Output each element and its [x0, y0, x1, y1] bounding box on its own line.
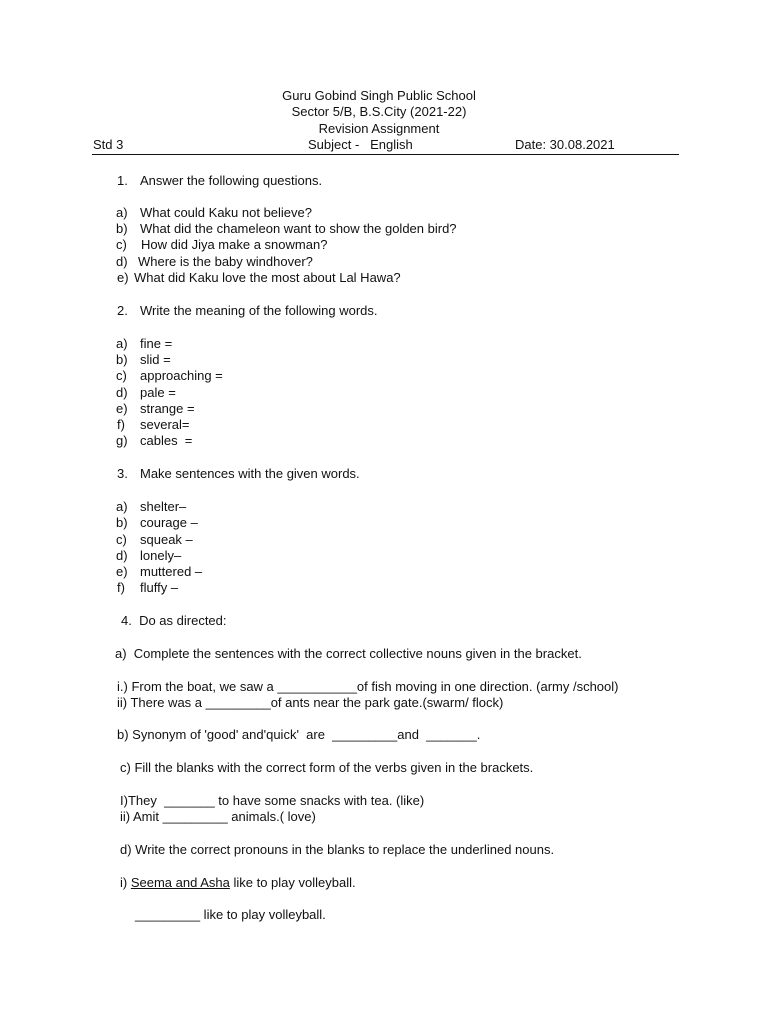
- q4c-heading: c) Fill the blanks with the correct form of the verbs given in the brackets.: [120, 760, 534, 775]
- school-name: Guru Gobind Singh Public School: [282, 88, 476, 103]
- q4a-sentence-i: i.) From the boat, we saw a ___________of fish moving in one direction. (army /school): [117, 679, 619, 694]
- q2-item-e: strange =: [140, 401, 195, 416]
- q3-item-a: shelter–: [140, 499, 187, 514]
- q2-marker-c: c): [116, 368, 127, 383]
- q3-item-b: courage –: [140, 515, 198, 530]
- date-label: Date: 30.08.2021: [515, 137, 615, 152]
- q3-item-f: fluffy –: [140, 580, 179, 595]
- q3-item-d: lonely–: [140, 548, 182, 563]
- q4a-sentence-ii: ii) There was a _________of ants near the park gate.(swarm/ flock): [117, 695, 504, 710]
- q4d-answer-line: _________ like to play volleyball.: [135, 907, 326, 922]
- q1-marker-a: a): [116, 205, 128, 220]
- q4d-heading: d) Write the correct pronouns in the blanks to replace the underlined nouns.: [120, 842, 555, 857]
- q2-marker-d: d): [116, 385, 128, 400]
- q1-marker-d: d): [116, 254, 128, 269]
- q4c-sentence-i: I)They _______ to have some snacks with tea. (like): [120, 793, 425, 808]
- q2-item-g: cables =: [140, 433, 193, 448]
- q4d-prefix: i): [120, 875, 131, 890]
- q3-marker-d: d): [116, 548, 128, 563]
- std-label: Std 3: [93, 137, 124, 152]
- q1-number: 1.: [117, 173, 128, 188]
- q1-item-b: What did the chameleon want to show the golden bird?: [140, 221, 457, 236]
- q2-marker-g: g): [116, 433, 128, 448]
- q1-item-e: What did Kaku love the most about Lal Hawa?: [134, 270, 401, 285]
- underlined-noun: Seema and Asha: [130, 875, 230, 890]
- q2-item-d: pale =: [140, 385, 176, 400]
- subject-label: Subject - English: [308, 137, 413, 152]
- q3-item-e: muttered –: [140, 564, 203, 579]
- q4b-synonym: b) Synonym of 'good' and'quick' are _________and _______.: [117, 727, 481, 742]
- q1-item-c: How did Jiya make a snowman?: [141, 237, 328, 252]
- q3-number: 3.: [117, 466, 128, 481]
- q1-heading: Answer the following questions.: [140, 173, 323, 188]
- q1-marker-c: c): [116, 237, 127, 252]
- q2-item-f: several=: [140, 417, 190, 432]
- q4a-heading: a) Complete the sentences with the correct collective nouns given in the bracket.: [115, 646, 582, 661]
- q4d-sentence-i: [120, 875, 356, 891]
- q2-marker-e: e): [116, 401, 128, 416]
- q2-marker-b: b): [116, 352, 128, 367]
- q1-marker-b: b): [116, 221, 128, 236]
- q3-marker-a: a): [116, 499, 128, 514]
- q1-item-d: Where is the baby windhover?: [138, 254, 313, 269]
- q1-item-a: What could Kaku not believe?: [140, 205, 312, 220]
- q2-marker-a: a): [116, 336, 128, 351]
- q2-item-a: fine =: [140, 336, 173, 351]
- q2-heading: Write the meaning of the following words.: [140, 303, 378, 318]
- q1-marker-e: e): [117, 270, 129, 285]
- q3-item-c: squeak –: [140, 532, 193, 547]
- document-title: Revision Assignment: [318, 121, 440, 136]
- q3-marker-c: c): [116, 532, 127, 547]
- q3-marker-e: e): [116, 564, 128, 579]
- school-address: Sector 5/B, B.S.City (2021-22): [291, 104, 467, 119]
- q2-number: 2.: [117, 303, 128, 318]
- q2-item-b: slid =: [140, 352, 171, 367]
- q3-heading: Make sentences with the given words.: [140, 466, 360, 481]
- q4c-sentence-ii: ii) Amit _________ animals.( love): [120, 809, 316, 824]
- q2-marker-f: f): [117, 417, 125, 432]
- q4d-rest: like to play volleyball.: [229, 875, 356, 890]
- q2-item-c: approaching =: [140, 368, 223, 383]
- q3-marker-b: b): [116, 515, 128, 530]
- header-divider: [92, 154, 679, 155]
- q3-marker-f: f): [117, 580, 125, 595]
- q4-heading: 4. Do as directed:: [121, 613, 227, 628]
